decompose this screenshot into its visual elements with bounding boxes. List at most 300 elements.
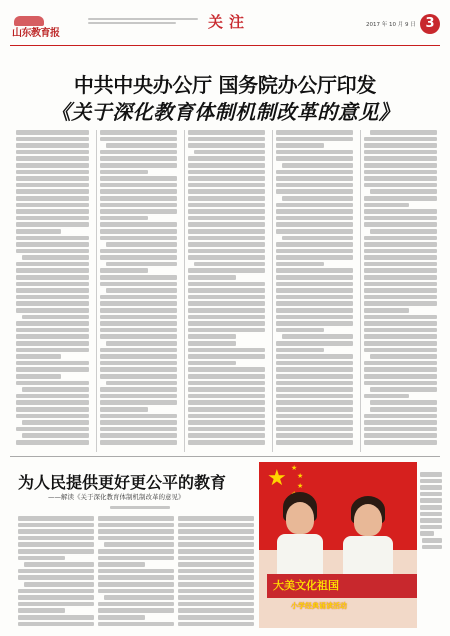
text-line bbox=[16, 189, 89, 194]
text-line bbox=[420, 525, 442, 530]
text-line bbox=[188, 381, 265, 386]
text-line bbox=[18, 595, 94, 600]
text-line bbox=[106, 143, 177, 148]
text-line bbox=[22, 420, 89, 425]
text-line bbox=[364, 156, 437, 161]
text-line bbox=[16, 288, 89, 293]
text-line bbox=[188, 222, 265, 227]
text-line bbox=[276, 295, 353, 300]
text-line bbox=[178, 608, 254, 613]
text-line bbox=[178, 622, 254, 627]
flag-star-icon: ★ bbox=[267, 466, 287, 491]
text-line bbox=[364, 295, 437, 300]
text-line bbox=[364, 216, 437, 221]
text-line bbox=[370, 130, 437, 135]
text-line bbox=[188, 427, 265, 432]
text-line bbox=[18, 615, 94, 620]
text-line bbox=[364, 440, 437, 445]
text-line bbox=[364, 394, 409, 399]
text-line bbox=[276, 308, 353, 313]
text-line bbox=[364, 367, 437, 372]
text-line bbox=[276, 268, 353, 273]
text-line bbox=[188, 328, 265, 333]
text-line bbox=[188, 301, 265, 306]
text-line bbox=[276, 216, 353, 221]
text-line bbox=[188, 414, 265, 419]
article-title: 《关于深化教育体制机制改革的意见》 bbox=[50, 100, 400, 124]
text-line bbox=[16, 407, 89, 412]
text-line bbox=[276, 301, 353, 306]
text-line bbox=[16, 348, 89, 353]
second-article-column-3 bbox=[178, 516, 254, 628]
text-line bbox=[100, 189, 177, 194]
text-line bbox=[276, 176, 353, 181]
text-line bbox=[16, 427, 89, 432]
text-line bbox=[16, 268, 89, 273]
text-line bbox=[188, 183, 265, 188]
student-left-face bbox=[286, 502, 314, 534]
text-line bbox=[100, 156, 177, 161]
text-line bbox=[276, 156, 353, 161]
page-number-badge: 3 bbox=[420, 14, 440, 34]
text-line bbox=[16, 341, 89, 346]
text-line bbox=[188, 308, 265, 313]
text-line bbox=[276, 328, 324, 333]
text-line bbox=[16, 301, 89, 306]
text-line bbox=[98, 602, 174, 607]
text-line bbox=[364, 268, 437, 273]
text-line bbox=[188, 137, 265, 142]
text-line bbox=[100, 308, 177, 313]
text-line bbox=[100, 222, 177, 227]
text-line bbox=[100, 348, 177, 353]
text-line bbox=[420, 472, 442, 477]
text-line bbox=[16, 321, 89, 326]
text-line bbox=[364, 209, 437, 214]
text-line bbox=[18, 549, 94, 554]
text-line bbox=[16, 367, 89, 372]
text-line bbox=[100, 268, 148, 273]
text-line bbox=[100, 209, 177, 214]
text-line bbox=[188, 341, 236, 346]
text-line bbox=[100, 440, 177, 445]
text-line bbox=[364, 163, 437, 168]
text-line bbox=[100, 427, 177, 432]
text-line bbox=[420, 498, 442, 503]
text-line bbox=[276, 229, 353, 234]
text-line bbox=[364, 249, 437, 254]
text-line bbox=[188, 334, 236, 339]
text-line bbox=[16, 361, 89, 366]
text-line bbox=[370, 189, 437, 194]
text-line bbox=[188, 282, 265, 287]
text-line bbox=[188, 348, 265, 353]
text-line bbox=[100, 249, 177, 254]
text-line bbox=[364, 427, 437, 432]
text-line bbox=[16, 209, 89, 214]
issue-date: 2017 年 10 月 9 日 bbox=[366, 22, 416, 28]
article-column-5 bbox=[360, 130, 437, 452]
text-line bbox=[276, 189, 353, 194]
text-line bbox=[178, 516, 254, 521]
text-line bbox=[16, 394, 89, 399]
text-line bbox=[188, 170, 265, 175]
text-line bbox=[98, 569, 174, 574]
text-line bbox=[100, 420, 177, 425]
text-line bbox=[276, 137, 353, 142]
text-line bbox=[282, 334, 353, 339]
text-line bbox=[276, 249, 353, 254]
second-article-byline bbox=[110, 506, 170, 509]
text-line bbox=[364, 288, 437, 293]
text-line bbox=[178, 562, 254, 567]
text-line bbox=[188, 130, 265, 135]
text-line bbox=[276, 275, 353, 280]
text-line bbox=[98, 562, 145, 567]
text-line bbox=[98, 575, 174, 580]
text-line bbox=[100, 236, 177, 241]
text-line bbox=[178, 542, 254, 547]
text-line bbox=[100, 170, 148, 175]
text-line bbox=[188, 163, 265, 168]
text-line bbox=[364, 176, 437, 181]
text-line bbox=[100, 130, 177, 135]
second-article-column-1 bbox=[18, 516, 94, 628]
text-line bbox=[178, 549, 254, 554]
masthead-logo bbox=[12, 14, 82, 40]
text-line bbox=[16, 328, 89, 333]
text-line bbox=[188, 387, 265, 392]
text-line bbox=[276, 341, 353, 346]
students-photo bbox=[259, 462, 417, 628]
text-line bbox=[16, 374, 61, 379]
text-line bbox=[364, 255, 437, 260]
text-line bbox=[370, 229, 437, 234]
text-line bbox=[194, 150, 265, 155]
text-line bbox=[18, 569, 94, 574]
text-line bbox=[106, 262, 177, 267]
text-line bbox=[276, 387, 353, 392]
text-line bbox=[100, 137, 177, 142]
text-line bbox=[18, 602, 94, 607]
text-line bbox=[276, 209, 353, 214]
text-line bbox=[282, 236, 353, 241]
text-line bbox=[364, 203, 409, 208]
text-line bbox=[282, 196, 353, 201]
text-line bbox=[16, 143, 89, 148]
text-line bbox=[364, 414, 437, 419]
text-line bbox=[194, 262, 265, 267]
text-line bbox=[420, 518, 442, 523]
text-line bbox=[100, 282, 177, 287]
text-line bbox=[364, 150, 437, 155]
text-line bbox=[188, 249, 265, 254]
text-line bbox=[100, 407, 148, 412]
text-line bbox=[16, 216, 89, 221]
text-line bbox=[100, 328, 177, 333]
banner-title: 大美文化祖国 bbox=[273, 579, 339, 592]
text-line bbox=[188, 394, 265, 399]
text-line bbox=[364, 222, 437, 227]
text-line bbox=[16, 156, 89, 161]
text-line bbox=[100, 295, 177, 300]
text-line bbox=[188, 374, 265, 379]
text-line bbox=[276, 130, 353, 135]
text-line bbox=[178, 556, 254, 561]
text-line bbox=[364, 374, 437, 379]
text-line bbox=[104, 595, 174, 600]
text-line bbox=[276, 170, 353, 175]
text-line bbox=[18, 575, 94, 580]
text-line bbox=[188, 440, 265, 445]
text-line bbox=[364, 262, 437, 267]
text-line bbox=[276, 255, 353, 260]
text-line bbox=[104, 542, 174, 547]
text-line bbox=[276, 348, 324, 353]
article-pre-title: 中共中央办公厅 国务院办公厅印发 bbox=[73, 73, 377, 97]
text-line bbox=[364, 236, 437, 241]
text-line bbox=[178, 569, 254, 574]
text-line bbox=[106, 341, 177, 346]
text-line bbox=[100, 321, 177, 326]
text-line bbox=[98, 536, 174, 541]
text-line bbox=[16, 381, 89, 386]
text-line bbox=[364, 183, 437, 188]
text-line bbox=[16, 249, 89, 254]
text-line bbox=[178, 523, 254, 528]
text-line bbox=[364, 315, 437, 320]
text-line bbox=[100, 367, 177, 372]
text-line bbox=[188, 143, 265, 148]
section-divider bbox=[10, 456, 440, 457]
text-line bbox=[420, 505, 442, 510]
text-line bbox=[18, 523, 94, 528]
text-line bbox=[276, 414, 353, 419]
text-line bbox=[100, 354, 177, 359]
text-line bbox=[178, 602, 254, 607]
text-line bbox=[100, 334, 177, 339]
text-line bbox=[188, 189, 265, 194]
text-line bbox=[364, 361, 437, 366]
masthead-title: 山东教育报 bbox=[12, 28, 60, 39]
text-line bbox=[364, 308, 409, 313]
text-line bbox=[188, 176, 265, 181]
text-line bbox=[18, 622, 94, 627]
flag-star-icon: ★ bbox=[297, 482, 304, 490]
text-line bbox=[18, 542, 94, 547]
text-line bbox=[276, 282, 353, 287]
text-line bbox=[364, 433, 437, 438]
text-line bbox=[364, 242, 437, 247]
flag-star-icon: ★ bbox=[291, 464, 298, 472]
text-line bbox=[18, 608, 65, 613]
text-line bbox=[276, 143, 324, 148]
text-line bbox=[370, 400, 437, 405]
text-line bbox=[364, 301, 437, 306]
text-line bbox=[276, 262, 324, 267]
text-line bbox=[420, 512, 442, 517]
page-header bbox=[10, 8, 440, 46]
text-line bbox=[106, 288, 177, 293]
text-line bbox=[188, 255, 265, 260]
text-line bbox=[106, 381, 177, 386]
text-line bbox=[276, 433, 353, 438]
text-line bbox=[16, 150, 89, 155]
text-line bbox=[364, 321, 437, 326]
text-line bbox=[276, 400, 353, 405]
text-line bbox=[364, 170, 437, 175]
banner-subtitle: 小学经典诵读活动 bbox=[291, 602, 347, 610]
text-line bbox=[188, 433, 265, 438]
text-line bbox=[100, 176, 177, 181]
text-line bbox=[16, 414, 89, 419]
text-line bbox=[22, 315, 89, 320]
text-line bbox=[100, 400, 177, 405]
text-line bbox=[178, 575, 254, 580]
text-line bbox=[282, 163, 353, 168]
text-line bbox=[100, 301, 177, 306]
text-line bbox=[188, 367, 265, 372]
text-line bbox=[16, 262, 89, 267]
text-line bbox=[276, 288, 353, 293]
text-line bbox=[364, 334, 437, 339]
text-line bbox=[16, 222, 89, 227]
text-line bbox=[178, 582, 254, 587]
text-line bbox=[188, 196, 265, 201]
text-line bbox=[98, 622, 174, 627]
text-line bbox=[98, 556, 174, 561]
text-line bbox=[276, 381, 353, 386]
text-line bbox=[16, 275, 89, 280]
text-line bbox=[364, 282, 437, 287]
text-line bbox=[420, 485, 442, 490]
text-line bbox=[364, 137, 437, 142]
text-line bbox=[276, 321, 353, 326]
text-line bbox=[188, 295, 265, 300]
text-line bbox=[100, 196, 177, 201]
text-line bbox=[420, 531, 434, 536]
text-line bbox=[364, 341, 437, 346]
text-line bbox=[364, 420, 437, 425]
text-line bbox=[100, 361, 177, 366]
text-line bbox=[16, 170, 89, 175]
text-line bbox=[16, 203, 89, 208]
text-line bbox=[188, 420, 265, 425]
text-line bbox=[100, 315, 177, 320]
text-line bbox=[16, 176, 89, 181]
text-line bbox=[16, 282, 89, 287]
section-title: 关注 bbox=[208, 13, 251, 31]
text-line bbox=[100, 229, 177, 234]
text-line bbox=[178, 589, 254, 594]
text-line bbox=[98, 529, 174, 534]
text-line bbox=[98, 549, 174, 554]
second-article-deck: ——解读《关于深化教育体制机制改革的意见》 bbox=[48, 493, 185, 501]
text-line bbox=[188, 407, 265, 412]
text-line bbox=[364, 196, 437, 201]
text-line bbox=[188, 156, 265, 161]
text-line bbox=[100, 374, 177, 379]
editor-info bbox=[88, 18, 198, 24]
text-line bbox=[188, 400, 265, 405]
text-line bbox=[276, 150, 353, 155]
text-line bbox=[16, 242, 89, 247]
text-line bbox=[188, 354, 265, 359]
text-line bbox=[370, 387, 437, 392]
text-line bbox=[22, 255, 89, 260]
photo-caption bbox=[420, 472, 442, 551]
text-line bbox=[16, 440, 89, 445]
text-line bbox=[106, 242, 177, 247]
text-line bbox=[16, 229, 61, 234]
article-column-4 bbox=[272, 130, 356, 452]
text-line bbox=[18, 556, 65, 561]
text-line bbox=[370, 407, 437, 412]
text-line bbox=[364, 348, 437, 353]
text-line bbox=[276, 315, 353, 320]
article-body bbox=[16, 130, 437, 452]
text-line bbox=[98, 523, 174, 528]
text-line bbox=[188, 268, 265, 273]
text-line bbox=[188, 203, 265, 208]
text-line bbox=[422, 538, 442, 543]
text-line bbox=[276, 440, 353, 445]
text-line bbox=[100, 433, 177, 438]
text-line bbox=[276, 183, 353, 188]
text-line bbox=[16, 196, 89, 201]
text-line bbox=[364, 328, 437, 333]
text-line bbox=[16, 334, 89, 339]
text-line bbox=[18, 589, 94, 594]
text-line bbox=[98, 516, 174, 521]
text-line bbox=[188, 236, 265, 241]
text-line bbox=[276, 222, 353, 227]
text-line bbox=[100, 394, 177, 399]
text-line bbox=[16, 163, 89, 168]
text-line bbox=[178, 536, 254, 541]
flag-star-icon: ★ bbox=[297, 472, 304, 480]
text-line bbox=[22, 387, 89, 392]
article-column-1 bbox=[16, 130, 92, 452]
text-line bbox=[16, 400, 89, 405]
text-line bbox=[178, 529, 254, 534]
text-line bbox=[100, 216, 148, 221]
text-line bbox=[100, 203, 177, 208]
text-line bbox=[100, 163, 177, 168]
text-line bbox=[16, 295, 89, 300]
text-line bbox=[420, 479, 442, 484]
text-line bbox=[16, 308, 89, 313]
text-line bbox=[98, 582, 174, 587]
second-article-title: 为人民提供更好更公平的教育 bbox=[18, 473, 227, 492]
text-line bbox=[188, 242, 265, 247]
text-line bbox=[22, 433, 89, 438]
text-line bbox=[276, 374, 353, 379]
text-line bbox=[188, 275, 236, 280]
text-line bbox=[188, 361, 236, 366]
text-line bbox=[16, 236, 89, 241]
text-line bbox=[178, 615, 254, 620]
text-line bbox=[100, 255, 177, 260]
text-line bbox=[18, 529, 94, 534]
text-line bbox=[276, 361, 353, 366]
text-line bbox=[100, 387, 177, 392]
text-line bbox=[188, 229, 265, 234]
text-line bbox=[18, 516, 94, 521]
text-line bbox=[100, 183, 177, 188]
text-line bbox=[276, 354, 353, 359]
text-line bbox=[178, 595, 254, 600]
